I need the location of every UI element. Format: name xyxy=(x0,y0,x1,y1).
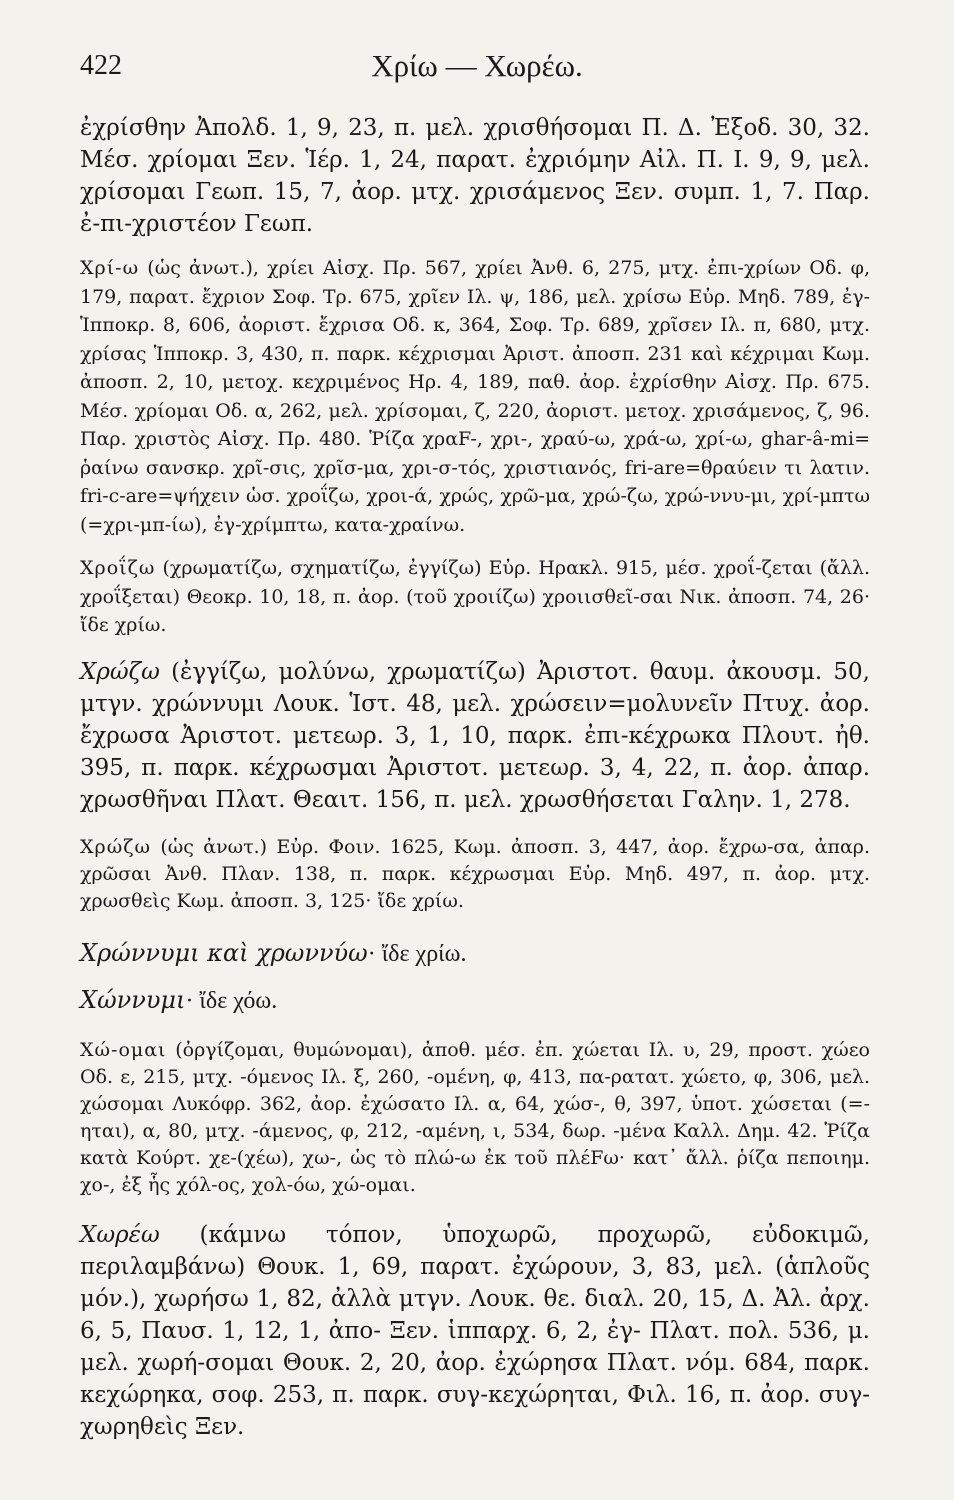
entry-body: (ὀργίζομαι, θυμώνομαι), ἀποθ. μέσ. ἐπ. χώεται Ιλ. υ, 29, προστ. χώεο Οδ. ε, 215, μτχ. -όμενος Ιλ. ξ, 260, -ομένη, φ, 413, πα-ρατατ. χώετο, φ, 306, μελ. χώσομαι Λυκόφρ. 362, ἀορ. ἐχώσατο Ιλ. α, 64, χώσ-, θ, 397, ὑποτ. χώσεται (=-ηται), α, 80, μτχ. -άμενος, φ, 212, -αμένη, ι, 534, δωρ. -μένα Καλλ. Δημ. 42. Ῥίζα κατὰ Κούρτ. χε-(χέω), χω-, ὡς τὸ πλώ-ω ἐκ τοῦ πλέFω· κατ᾽ ἄλλ. ῥίζα πεποιημ. χο-, ἐξ ἧς χόλ-ος, χολ-όω, χώ-ομαι. xyxy=(80,1038,870,1196)
entry-chronnymi xyxy=(80,937,870,970)
entry-chroizo xyxy=(80,554,870,640)
entry-body: ἐχρίσθην Ἀπολδ. 1, 9, 23, π. μελ. χρισθήσομαι Π. Δ. Ἐξοδ. 30, 32. Μέσ. χρίομαι Ξεν. Ἱέρ. 1, 24, παρατ. ἐχριόμην Αἰλ. Π. Ι. 9, 9, μελ. χρίσομαι Γεωπ. 15, 7, ἀορ. μτχ. χρισάμενος Ξεν. συμπ. 1, 7. Παρ. ἐ-πι-χριστέον Γεωπ. xyxy=(80,115,870,237)
running-head: Χρίω — Χωρέω. xyxy=(371,48,583,83)
headword: Χώννυμι xyxy=(80,985,186,1014)
entry-chrio xyxy=(80,254,870,539)
cross-reference: · ἴδε χρίω. xyxy=(367,940,467,967)
headword: Χωρέω xyxy=(80,1221,160,1248)
headword: Χρώζω xyxy=(80,835,151,858)
entry-chrozo xyxy=(80,656,870,816)
headword: Χρώννυμι καὶ χρωννύω xyxy=(80,938,368,967)
headword: Χροΐζω xyxy=(80,557,156,579)
entry-continuation xyxy=(80,112,870,240)
entry-body: (ἐγγίζω, μολύνω, χρωματίζω) Ἀριστοτ. θαυμ. ἀκουσμ. 50, μτγν. χρώννυμι Λουκ. Ἱστ. 48, μελ. χρώσειν=μολυνεῖν Πτυχ. ἀορ. ἔχρωσα Ἀριστοτ. μετεωρ. 3, 1, 10, παρκ. ἐπι-κέχρωκα Πλουτ. ἠθ. 395, π. παρκ. κέχρωσμαι Ἀριστοτ. μετεωρ. 3, 4, 22, π. ἀορ. ἀπαρ. χρωσθῆναι Πλατ. Θεαιτ. 156, π. μελ. χρωσθήσεται Γαλην. 1, 278. xyxy=(80,658,870,813)
entry-choreo xyxy=(80,1219,870,1443)
headword: Χρί-ω xyxy=(80,257,140,279)
entry-body: (χρωματίζω, σχηματίζω, ἐγγίζω) Εὐρ. Ηρακλ. 915, μέσ. χροΐ-ζεται (ἄλλ. χροΐξεται) Θεοκρ. 10, 18, π. ἀορ. (τοῦ χροιίζω) χροιισθεῖ-σαι Νικ. ἀποσπ. 74, 26· ἴδε χρίω. xyxy=(80,557,870,636)
entry-body: (κάμνω τόπον, ὑποχωρῶ, προχωρῶ, εὐδοκιμῶ, περιλαμβάνω) Θουκ. 1, 69, παρατ. ἐχώρουν, 3, 83, μελ. (ἁπλοῦς μόν.), χωρήσω 1, 82, ἀλλὰ μτγν. Λουκ. θε. διαλ. 20, 15, Δ. Ἀλ. ἀρχ. 6, 5, Παυσ. 1, 12, 1, ἀπο- Ξεν. ἱππαρχ. 6, 2, ἐγ- Πλατ. πολ. 536, μ. μελ. χωρή-σομαι Θουκ. 2, 20, ἀορ. ἐχώρησα Πλατ. νόμ. 684, παρκ. κεχώρηκα, σοφ. 253, π. παρκ. συγ-κεχώρηται, Φιλ. 16, π. ἀορ. συγ-χωρηθεὶς Ξεν. xyxy=(80,1221,870,1440)
entry-chrozo-2 xyxy=(80,834,870,915)
entry-chonnymi xyxy=(80,984,870,1017)
entry-choomai xyxy=(80,1037,870,1199)
headword: Χώ-ομαι xyxy=(80,1038,167,1061)
cross-reference: · ἴδε χόω. xyxy=(185,987,278,1014)
headword: Χρώζω xyxy=(80,658,160,685)
page-content xyxy=(80,112,870,1443)
entry-body: (ὡς ἀνωτ.), χρίει Αἰσχ. Πρ. 567, χρίει Ἀνθ. 6, 275, μτχ. ἐπι-χρίων Οδ. φ, 179, παρατ. ἔχριον Σοφ. Τρ. 675, χρῖεν Ιλ. ψ, 186, μελ. χρίσω Εὐρ. Μηδ. 789, ἐγ- Ἱπποκρ. 8, 606, ἀοριστ. ἔχρισα Οδ. κ, 364, Σοφ. Τρ. 689, χρῖσεν Ιλ. π, 680, μτχ. χρίσας Ἱπποκρ. 3, 430, π. παρκ. κέχρισμαι Ἀριστ. ἀποσπ. 231 καὶ κέχριμαι Κωμ. ἀποσπ. 2, 10, μετοχ. κεχριμένος Ηρ. 4, 189, παθ. ἀορ. ἐχρίσθην Αἰσχ. Πρ. 675. Μέσ. χρίομαι Οδ. α, 262, μελ. χρίσομαι, ζ, 220, ἀοριστ. μετοχ. χρισάμενος, ζ, 96. Παρ. χριστὸς Αἰσχ. Πρ. 480. Ῥίζα χραF-, χρι-, χραύ-ω, χρά-ω, χρί-ω, ghar-â-mi= ῥαίνω σανσκρ. χρῖ-σις, χρῖσ-μα, χρι-σ-τός, χριστιανός, fri-are=θραύειν τι λατιν. fri-c-are=ψήχειν ὡσ. χροΐζω, χροι-ά, χρώς, χρῶ-μα, χρώ-ζω, χρώ-ννυ-μι, χρί-μπτω (=χρι-μπ-ίω), ἐγ-χρίμπτω, κατα-χραίνω. xyxy=(80,257,870,536)
page-number: 422 xyxy=(80,50,122,81)
page-header xyxy=(80,40,874,92)
entry-body: (ὡς ἀνωτ.) Εὐρ. Φοιν. 1625, Κωμ. ἀποσπ. 3, 447, ἀορ. ἔχρω-σα, ἀπαρ. χρῶσαι Ἀνθ. Πλαν. 138, π. παρκ. κέχρωσμαι Εὐρ. Μηδ. 497, π. ἀορ. μτχ. χρωσθεὶς Κωμ. ἀποσπ. 3, 125· ἴδε χρίω. xyxy=(80,835,870,912)
